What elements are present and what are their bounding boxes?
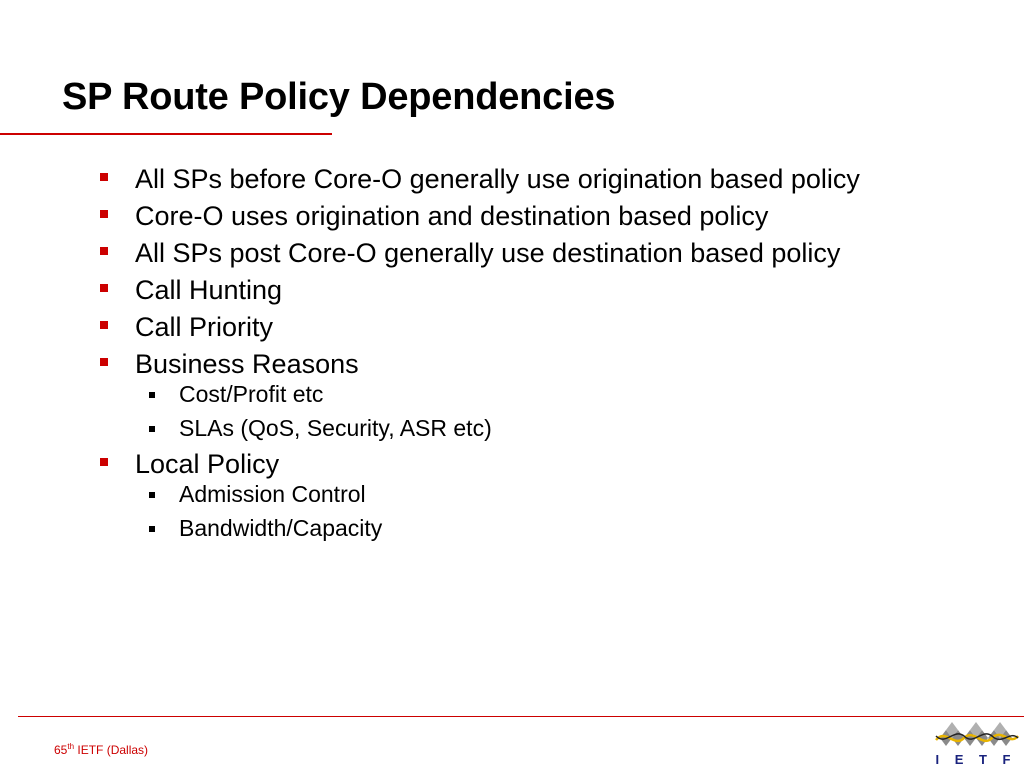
ietf-logo-letters: I E T F xyxy=(935,752,1017,767)
bullet-text: Call Hunting xyxy=(135,275,283,305)
black-square-bullet-icon xyxy=(149,526,155,532)
bullet-text: Call Priority xyxy=(135,312,274,342)
bullet-item xyxy=(96,164,896,194)
footer-number: 65 xyxy=(54,743,68,757)
bullet-text: Local Policy xyxy=(135,449,280,479)
red-square-bullet-icon xyxy=(100,358,108,366)
bullet-list xyxy=(96,164,896,549)
sub-bullet-text: SLAs (QoS, Security, ASR etc) xyxy=(179,415,492,441)
bullet-item xyxy=(96,312,896,342)
sub-bullet-list xyxy=(135,381,896,441)
title-underline xyxy=(0,133,332,135)
sub-bullet-text: Admission Control xyxy=(179,481,366,507)
red-square-bullet-icon xyxy=(100,321,108,329)
sub-bullet-item xyxy=(135,415,896,441)
red-square-bullet-icon xyxy=(100,284,108,292)
black-square-bullet-icon xyxy=(149,426,155,432)
sub-bullet-item xyxy=(135,481,896,507)
footer-superscript: th xyxy=(67,742,75,751)
bullet-text: All SPs before Core-O generally use origination based policy xyxy=(135,164,860,194)
red-square-bullet-icon xyxy=(100,247,108,255)
red-square-bullet-icon xyxy=(100,210,108,218)
sub-bullet-item xyxy=(135,381,896,407)
red-square-bullet-icon xyxy=(100,458,108,466)
sub-bullet-text: Bandwidth/Capacity xyxy=(179,515,383,541)
sub-bullet-item xyxy=(135,515,896,541)
bullet-item xyxy=(96,201,896,231)
bullet-text: All SPs post Core-O generally use destination based policy xyxy=(135,238,841,268)
footer-label xyxy=(54,742,148,757)
ietf-logo-graphic xyxy=(928,716,1024,768)
bullet-item xyxy=(96,275,896,305)
ietf-logo-icon xyxy=(928,716,1024,768)
sub-bullet-text: Cost/Profit etc xyxy=(179,381,324,407)
sub-bullet-list xyxy=(135,481,896,541)
bullet-item xyxy=(96,449,896,541)
bullet-item xyxy=(96,238,896,268)
bullet-text: Business Reasons xyxy=(135,349,359,379)
footer-text: IETF (Dallas) xyxy=(74,743,149,757)
bullet-text: Core-O uses origination and destination based policy xyxy=(135,201,769,231)
footer-divider xyxy=(18,716,1024,717)
black-square-bullet-icon xyxy=(149,492,155,498)
red-square-bullet-icon xyxy=(100,173,108,181)
slide-title: SP Route Policy Dependencies xyxy=(62,76,616,118)
bullet-item xyxy=(96,349,896,441)
black-square-bullet-icon xyxy=(149,392,155,398)
